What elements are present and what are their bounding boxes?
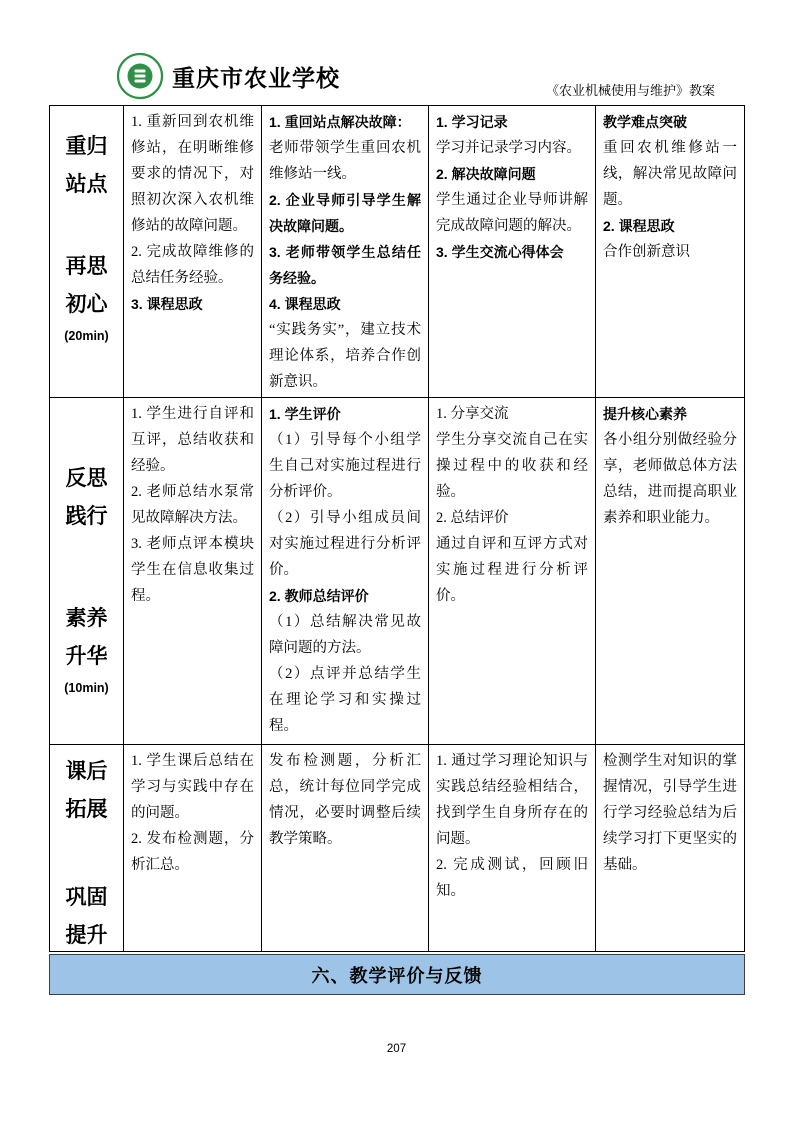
cell-paragraph: 2. 课程思政 — [603, 218, 675, 234]
cell-paragraph: 老师带领学生重回农机维修站一线。 — [269, 140, 421, 182]
stage-title-line: 巩固 — [65, 886, 108, 909]
cell-paragraph: 2. 完成故障维修的总结任务经验。 — [131, 244, 254, 286]
content-cell — [596, 745, 744, 951]
table-row — [50, 745, 744, 951]
table-row — [50, 106, 744, 398]
stage-title — [66, 248, 108, 324]
content-cell — [262, 106, 429, 398]
school-logo-icon — [116, 52, 164, 100]
stage-title — [66, 879, 108, 951]
content-cell — [124, 106, 262, 398]
cell-paragraph: 各小组分别做经验分享，老师做总体方法总结，进而提高职业素养和职业能力。 — [603, 432, 737, 526]
stage-title-line: 站点 — [65, 173, 108, 196]
stage-title-line: 拓展 — [65, 798, 108, 821]
cell-paragraph: 提升核心素养 — [603, 406, 687, 422]
stage-cell — [50, 106, 124, 398]
stage-title — [66, 753, 108, 829]
content-cell — [429, 398, 596, 745]
content-cell — [596, 106, 744, 398]
cell-paragraph: （2）引导小组成员间对实施过程进行分析评价。 — [269, 510, 421, 578]
cell-paragraph: 学生分享交流自己在实操过程中的收获和经验。 — [436, 432, 588, 500]
cell-paragraph: 2. 完成测试，回顾旧知。 — [436, 857, 588, 899]
cell-paragraph: 通过自评和互评方式对实施过程进行分析评价。 — [436, 536, 588, 604]
stage-title — [66, 128, 108, 204]
stage-duration: (10min) — [64, 681, 109, 695]
cell-paragraph: 3. 老师带领学生总结任务经验。 — [269, 244, 421, 286]
cell-paragraph: 教学难点突破 — [603, 114, 687, 130]
section-banner — [49, 954, 745, 995]
stage-duration: (20min) — [64, 329, 109, 343]
lesson-table — [49, 105, 745, 952]
page-number: 207 — [386, 1043, 407, 1055]
stage-cell — [50, 398, 124, 745]
stage-title-line: 素养 — [65, 607, 108, 630]
cell-paragraph: 2. 教师总结评价 — [269, 588, 369, 604]
cell-paragraph: 发布检测题，分析汇总，统计每位同学完成情况，必要时调整后续教学策略。 — [269, 753, 421, 847]
stage-title-line: 课后 — [65, 760, 108, 783]
document-label: 《农业机械使用与维护》教案 — [545, 83, 715, 98]
section-banner-title: 六、教学评价与反馈 — [311, 965, 483, 986]
cell-paragraph: 3. 老师点评本模块学生在信息收集过程。 — [131, 536, 254, 604]
stage-title — [66, 460, 108, 536]
cell-paragraph: （1）总结解决常见故障问题的方法。 — [269, 614, 421, 656]
stage-title-line: 升华 — [65, 645, 108, 668]
stage-cell — [50, 745, 124, 951]
content-cell — [596, 398, 744, 745]
cell-paragraph: “实践务实”，建立技术理论体系，培养合作创新意识。 — [269, 322, 421, 390]
table-row — [50, 398, 744, 745]
content-cell — [124, 398, 262, 745]
cell-paragraph: 4. 课程思政 — [269, 296, 341, 312]
cell-paragraph: 1. 重回站点解决故障： — [269, 114, 411, 130]
cell-paragraph: 1. 学生评价 — [269, 406, 341, 422]
cell-paragraph: 1. 学生课后总结在学习与实践中存在的问题。 — [131, 753, 254, 821]
cell-paragraph: 2. 发布检测题，分析汇总。 — [131, 831, 254, 873]
content-cell — [429, 745, 596, 951]
cell-paragraph: 学习并记录学习内容。 — [436, 140, 581, 156]
cell-paragraph: 1. 学习记录 — [436, 114, 508, 130]
cell-paragraph: 合作创新意识 — [603, 244, 690, 260]
cell-paragraph: 1. 重新回到农机维修站，在明晰维修要求的情况下，对照初次深入农机维修站的故障问题。 — [131, 114, 254, 234]
content-cell — [262, 398, 429, 745]
cell-paragraph: 3. 课程思政 — [131, 296, 203, 312]
cell-paragraph: （1）引导每个小组学生自己对实施过程进行分析评价。 — [269, 432, 421, 500]
cell-paragraph: 2. 解决故障问题 — [436, 166, 536, 182]
cell-paragraph: 1. 学生进行自评和互评，总结收获和经验。 — [131, 406, 254, 474]
content-cell — [124, 745, 262, 951]
cell-paragraph: 检测学生对知识的掌握情况，引导学生进行学习经验总结为后续学习打下更坚实的基础。 — [603, 753, 737, 873]
stage-title — [66, 600, 108, 676]
cell-paragraph: 3. 学生交流心得体会 — [436, 244, 564, 260]
stage-title-line: 提升 — [65, 924, 108, 947]
cell-paragraph: 2. 老师总结水泵常见故障解决方法。 — [131, 484, 254, 526]
cell-paragraph: 学生通过企业导师讲解完成故障问题的解决。 — [436, 192, 588, 234]
cell-paragraph: 2. 总结评价 — [436, 510, 509, 526]
cell-paragraph: 1. 通过学习理论知识与实践总结经验相结合，找到学生自身所存在的问题。 — [436, 753, 588, 847]
cell-paragraph: 重回农机维修站一线，解决常见故障问题。 — [603, 140, 737, 208]
stage-title-line: 再思 — [65, 255, 108, 278]
cell-paragraph: 1. 分享交流 — [436, 406, 509, 422]
stage-title-line: 初心 — [65, 293, 108, 316]
content-cell — [429, 106, 596, 398]
stage-title-line: 践行 — [65, 505, 108, 528]
stage-title-line: 反思 — [65, 467, 108, 490]
cell-paragraph: （2）点评并总结学生在理论学习和实操过程。 — [269, 666, 421, 734]
school-name: 重庆市农业学校 — [172, 65, 340, 91]
cell-paragraph: 2. 企业导师引导学生解决故障问题。 — [269, 192, 421, 234]
stage-title-line: 重归 — [65, 135, 108, 158]
content-cell — [262, 745, 429, 951]
